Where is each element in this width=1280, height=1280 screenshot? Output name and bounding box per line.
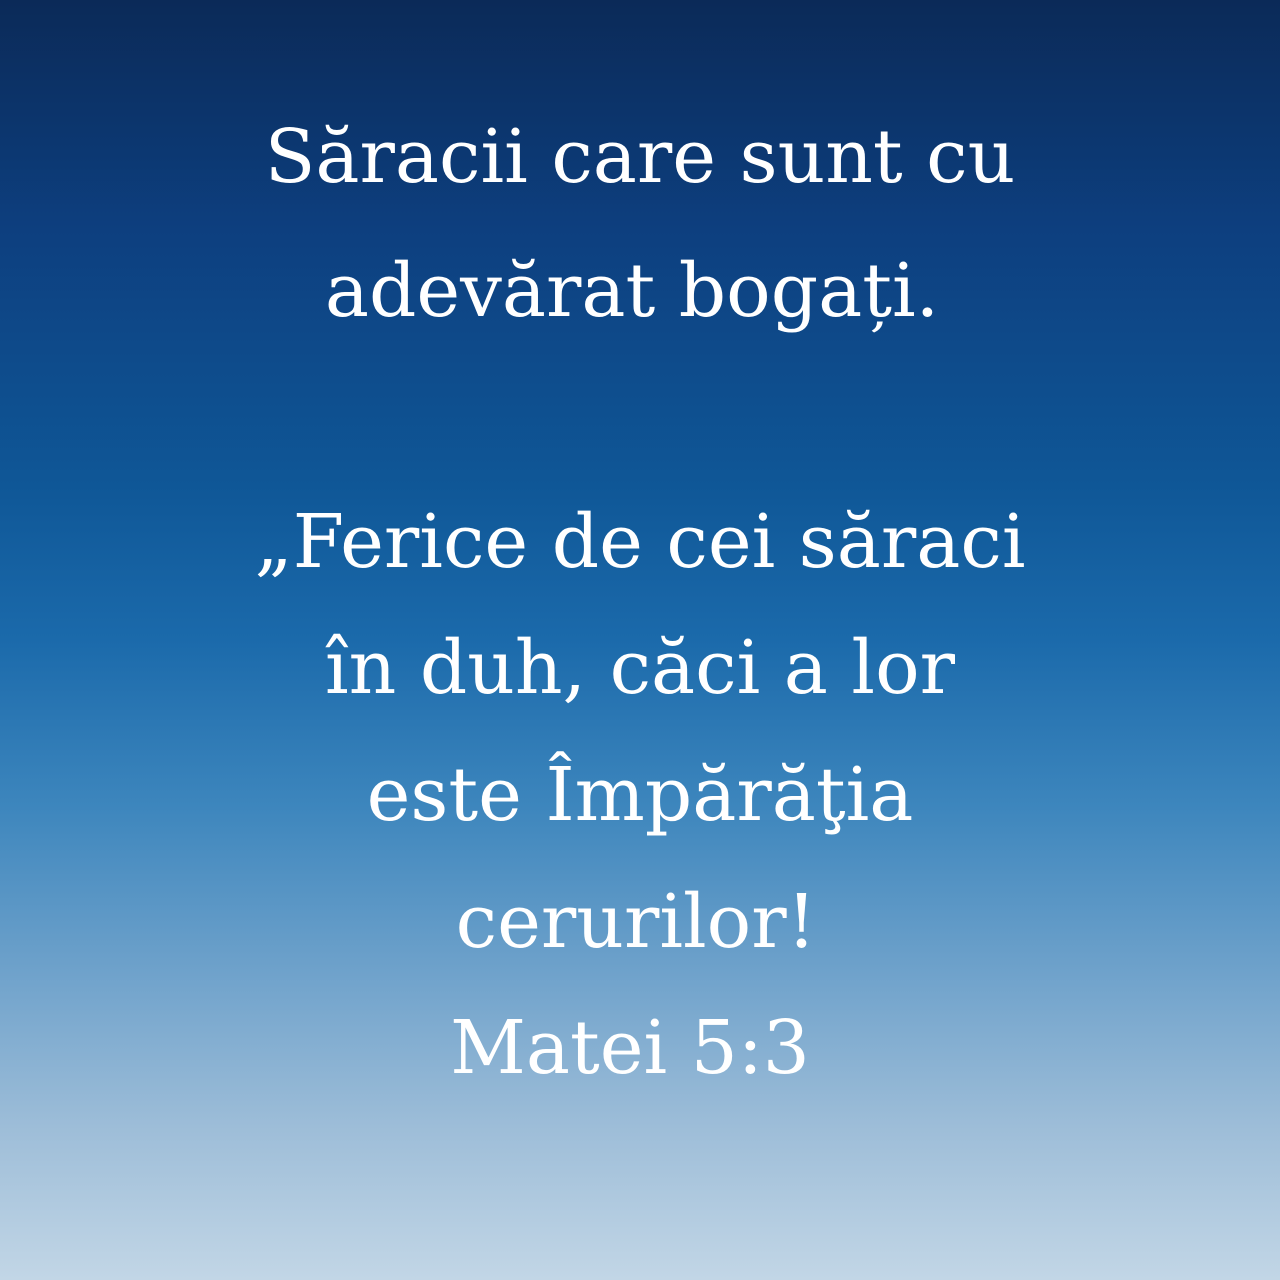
verse-line-4: cerurilor! bbox=[455, 879, 817, 965]
headline-line-1: Săracii care sunt cu bbox=[264, 114, 1016, 200]
scripture-reference: Matei 5:3 bbox=[450, 1005, 810, 1091]
headline-line-2: adevărat bogați. bbox=[324, 248, 940, 334]
verse-line-1: „Ferice de cei săraci bbox=[254, 499, 1026, 585]
verse-line-2: în duh, căci a lor bbox=[324, 625, 955, 711]
verse-line-3: este Împărăţia bbox=[366, 752, 914, 838]
